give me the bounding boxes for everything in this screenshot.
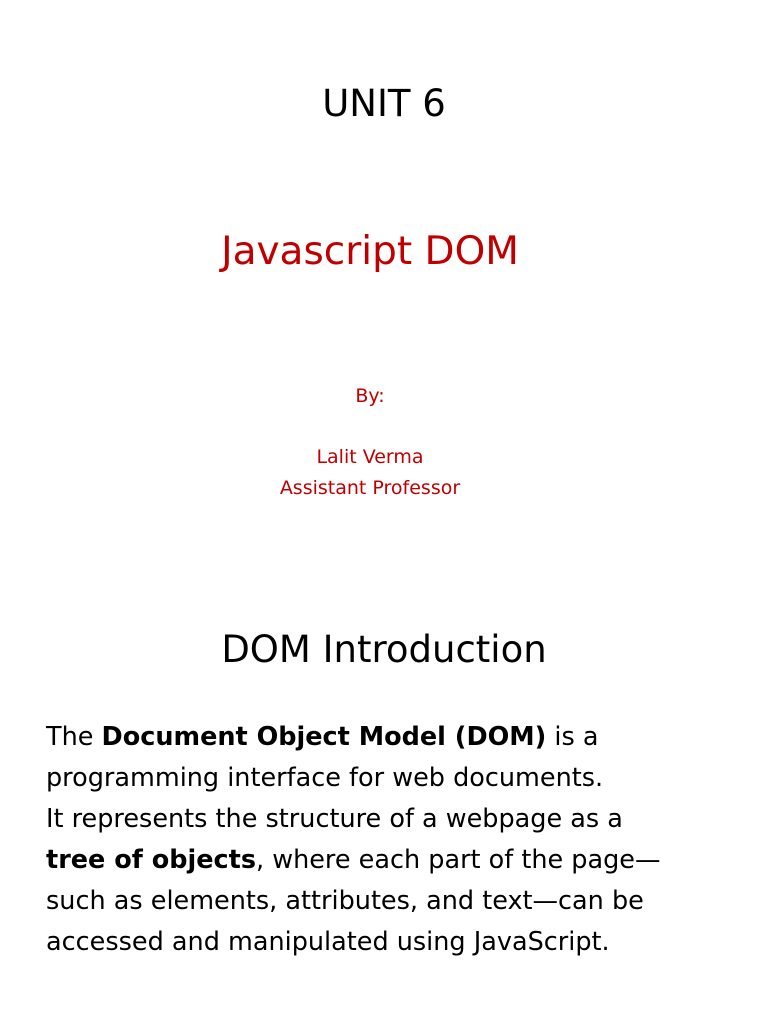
intro-line-2: programming interface for web documents. [46, 763, 604, 793]
intro-text: , where each part of the page— [256, 845, 661, 875]
intro-line-1 [46, 717, 746, 758]
intro-text: is a [546, 722, 599, 752]
intro-line-6: accessed and manipulated using JavaScript. [46, 927, 610, 957]
author-role: Assistant Professor [279, 477, 461, 499]
intro-text: The [46, 722, 102, 752]
author-name: Lalit Verma [316, 446, 424, 468]
intro-bold-term: Document Object Model (DOM) [101, 722, 547, 752]
subject-title: Javascript DOM [221, 229, 519, 274]
intro-line-3: It represents the structure of a webpage as a [46, 804, 623, 834]
intro-line-4 [46, 840, 746, 881]
section-heading: DOM Introduction [221, 628, 547, 671]
unit-title: UNIT 6 [322, 82, 446, 125]
by-label: By: [355, 385, 385, 407]
intro-line-5: such as elements, attributes, and text—can be [46, 886, 644, 916]
intro-bold-term: tree of objects [46, 845, 257, 875]
intro-paragraph [46, 717, 746, 963]
